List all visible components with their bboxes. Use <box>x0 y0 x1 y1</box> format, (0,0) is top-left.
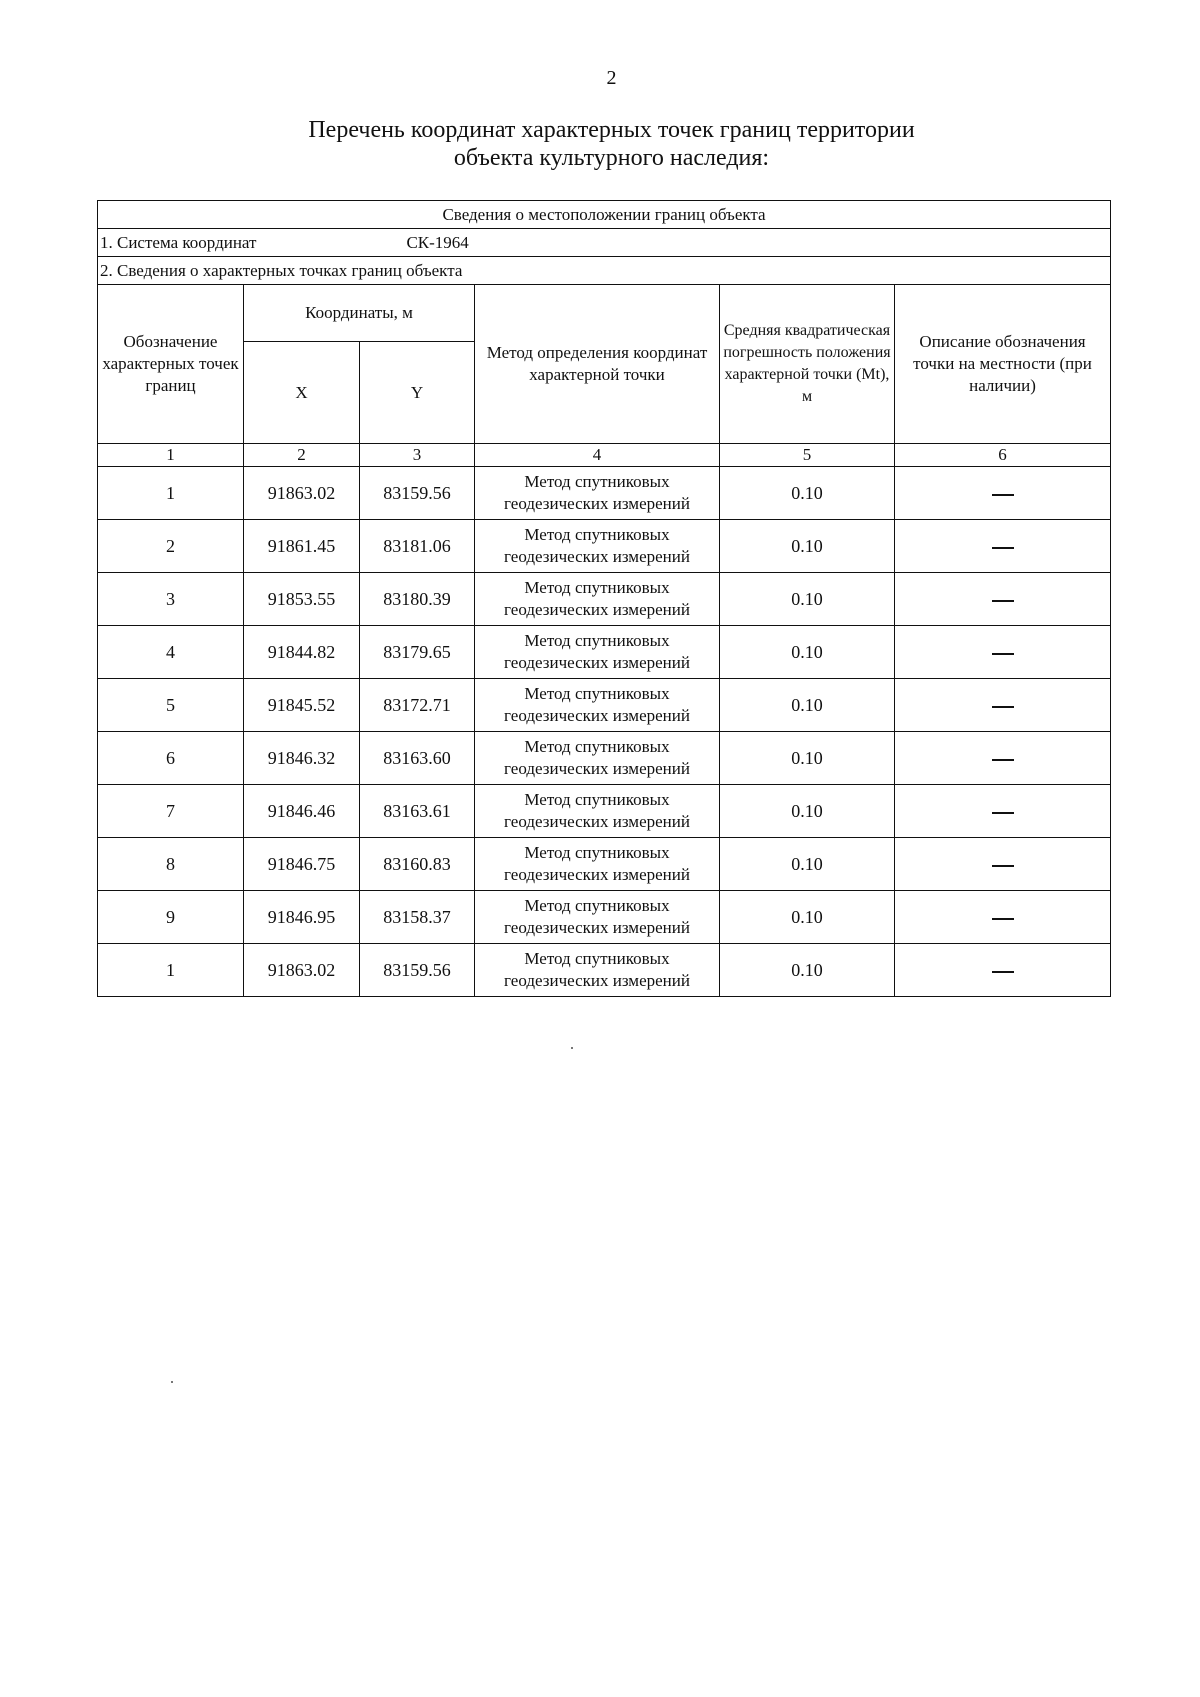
cell-error: 0.10 <box>720 679 895 732</box>
header-y: Y <box>360 342 475 444</box>
header-description: Описание обозначения точки на местности (при наличии) <box>895 285 1111 444</box>
cell-description <box>895 626 1111 679</box>
dash-mark <box>992 759 1014 761</box>
cell-y: 83172.71 <box>360 679 475 732</box>
cell-point: 1 <box>98 467 244 520</box>
scan-speck <box>171 1381 173 1383</box>
table-row <box>98 944 1111 997</box>
table-row <box>98 838 1111 891</box>
dash-mark <box>992 547 1014 549</box>
section-header: Сведения о местоположении границ объекта <box>98 201 1111 229</box>
cell-y: 83160.83 <box>360 838 475 891</box>
cell-y: 83158.37 <box>360 891 475 944</box>
column-number: 5 <box>720 444 895 467</box>
dash-mark <box>992 706 1014 708</box>
cell-x: 91853.55 <box>244 573 360 626</box>
cell-x: 91861.45 <box>244 520 360 573</box>
dash-mark <box>992 865 1014 867</box>
cell-method: Метод спутниковых геодезических измерений <box>475 626 720 679</box>
dash-mark <box>992 971 1014 973</box>
cell-x: 91845.52 <box>244 679 360 732</box>
cell-x: 91844.82 <box>244 626 360 679</box>
cell-error: 0.10 <box>720 573 895 626</box>
cell-point: 1 <box>98 944 244 997</box>
cell-method: Метод спутниковых геодезических измерений <box>475 838 720 891</box>
cell-method: Метод спутниковых геодезических измерений <box>475 944 720 997</box>
cell-y: 83181.06 <box>360 520 475 573</box>
cell-method: Метод спутниковых геодезических измерений <box>475 520 720 573</box>
cell-method: Метод спутниковых геодезических измерений <box>475 679 720 732</box>
cell-x: 91846.95 <box>244 891 360 944</box>
column-number: 4 <box>475 444 720 467</box>
cell-description <box>895 679 1111 732</box>
dash-mark <box>992 653 1014 655</box>
document-title-line-1: Перечень координат характерных точек границ территории <box>308 117 915 143</box>
cell-y: 83179.65 <box>360 626 475 679</box>
cell-error: 0.10 <box>720 467 895 520</box>
header-coordinates: Координаты, м <box>244 285 475 342</box>
cell-error: 0.10 <box>720 785 895 838</box>
table-row <box>98 626 1111 679</box>
cell-point: 4 <box>98 626 244 679</box>
cell-y: 83163.61 <box>360 785 475 838</box>
cell-error: 0.10 <box>720 891 895 944</box>
table-row <box>98 679 1111 732</box>
dash-mark <box>992 494 1014 496</box>
coordinate-system-row <box>98 229 1111 257</box>
coordinate-system-value: СК-1964 <box>406 232 469 252</box>
cell-y: 83159.56 <box>360 944 475 997</box>
cell-description <box>895 732 1111 785</box>
document-title <box>0 116 1200 172</box>
cell-x: 91863.02 <box>244 944 360 997</box>
cell-description <box>895 838 1111 891</box>
coordinates-table <box>97 200 1111 997</box>
cell-y: 83180.39 <box>360 573 475 626</box>
cell-error: 0.10 <box>720 520 895 573</box>
dash-mark <box>992 918 1014 920</box>
header-method: Метод определения координат характерной точки <box>475 285 720 444</box>
column-number: 2 <box>244 444 360 467</box>
cell-point: 5 <box>98 679 244 732</box>
cell-error: 0.10 <box>720 838 895 891</box>
cell-method: Метод спутниковых геодезических измерений <box>475 732 720 785</box>
cell-description <box>895 891 1111 944</box>
cell-method: Метод спутниковых геодезических измерений <box>475 573 720 626</box>
table-row <box>98 573 1111 626</box>
cell-point: 3 <box>98 573 244 626</box>
cell-y: 83159.56 <box>360 467 475 520</box>
cell-point: 6 <box>98 732 244 785</box>
cell-x: 91846.46 <box>244 785 360 838</box>
column-number: 3 <box>360 444 475 467</box>
column-number: 1 <box>98 444 244 467</box>
dash-mark <box>992 600 1014 602</box>
cell-description <box>895 944 1111 997</box>
table-row <box>98 520 1111 573</box>
cell-point: 2 <box>98 520 244 573</box>
coordinate-system-label: 1. Система координат <box>100 232 257 252</box>
column-number: 6 <box>895 444 1111 467</box>
cell-x: 91846.75 <box>244 838 360 891</box>
cell-method: Метод спутниковых геодезических измерений <box>475 785 720 838</box>
cell-description <box>895 573 1111 626</box>
cell-error: 0.10 <box>720 732 895 785</box>
cell-error: 0.10 <box>720 944 895 997</box>
page-number: 2 <box>606 67 617 89</box>
table-row <box>98 732 1111 785</box>
cell-description <box>895 520 1111 573</box>
cell-point: 7 <box>98 785 244 838</box>
cell-x: 91846.32 <box>244 732 360 785</box>
cell-error: 0.10 <box>720 626 895 679</box>
cell-point: 8 <box>98 838 244 891</box>
cell-method: Метод спутниковых геодезических измерений <box>475 467 720 520</box>
document-title-line-2: объекта культурного наследия: <box>453 145 770 171</box>
table-row <box>98 467 1111 520</box>
header-x: X <box>244 342 360 444</box>
cell-description <box>895 785 1111 838</box>
table-row <box>98 891 1111 944</box>
cell-y: 83163.60 <box>360 732 475 785</box>
dash-mark <box>992 812 1014 814</box>
table-row <box>98 785 1111 838</box>
points-section-label: 2. Сведения о характерных точках границ объекта <box>98 257 1111 285</box>
cell-description <box>895 467 1111 520</box>
header-error: Средняя квадратическая погрешность положения характерной точки (Mt), м <box>720 285 895 444</box>
cell-point: 9 <box>98 891 244 944</box>
scan-speck <box>571 1047 573 1049</box>
header-designation: Обозначение характерных точек границ <box>98 285 244 444</box>
cell-x: 91863.02 <box>244 467 360 520</box>
cell-method: Метод спутниковых геодезических измерений <box>475 891 720 944</box>
